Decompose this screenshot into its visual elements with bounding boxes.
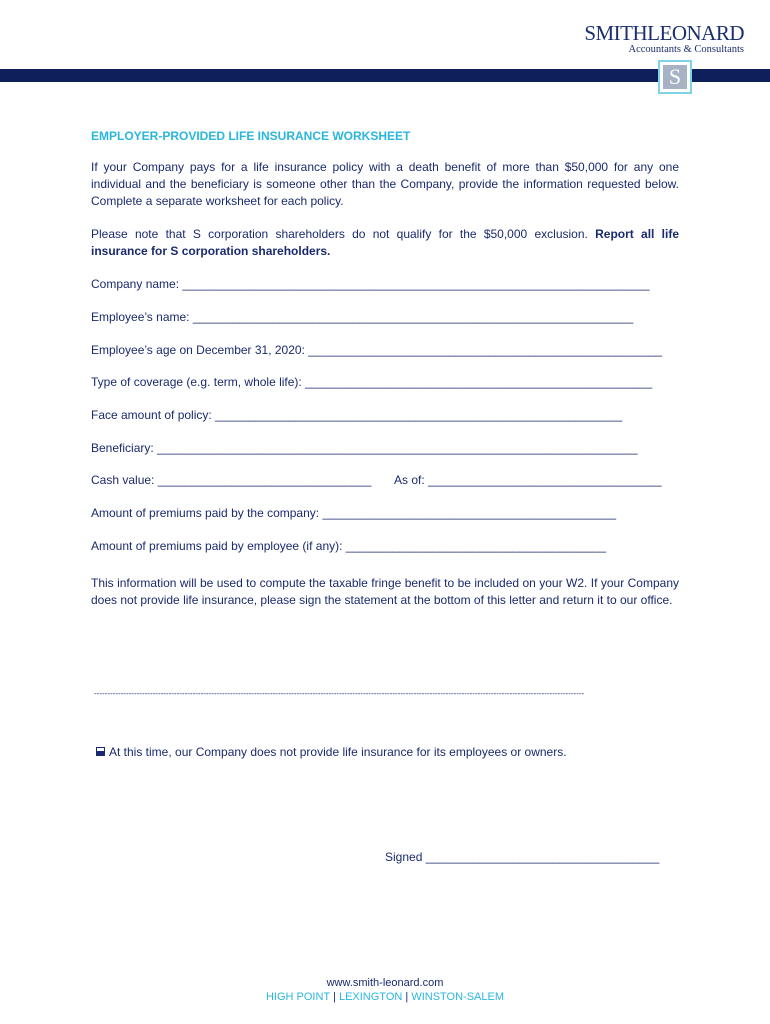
premiums-company-field[interactable]: Amount of premiums paid by the company: ____________________________________________ <box>91 506 617 520</box>
monogram-logo <box>658 60 692 94</box>
brand-name: SMITHLEONARD <box>584 21 744 45</box>
note-emphasis: Report all life insurance for S corporation shareholders. <box>91 227 679 258</box>
face-amount-field[interactable]: Face amount of policy: _____________________________________________________________ <box>91 408 623 422</box>
footer-city-winston-salem: WINSTON-SALEM <box>411 991 505 1003</box>
coverage-type-field[interactable]: Type of coverage (e.g. term, whole life): ____________________________________________________ <box>91 375 653 389</box>
employee-age-field[interactable]: Employee’s age on December 31, 2020: _____________________________________________________ <box>91 343 662 357</box>
monogram-letter: S <box>663 65 687 89</box>
as-of-field[interactable]: As of: ___________________________________ <box>394 473 662 487</box>
no-insurance-checkbox[interactable] <box>96 747 105 756</box>
employee-name-field[interactable]: Employee’s name: __________________________________________________________________ <box>91 310 634 324</box>
footer-separator: | <box>405 991 409 1003</box>
company-name-field[interactable]: Company name: ______________________________________________________________________ <box>91 277 650 291</box>
brand-tagline: Accountants & Consultants <box>628 44 744 55</box>
closing-paragraph: This information will be used to compute the taxable fringe benefit to be included on your W2. If your Company does not provide life insurance, please sign the statement at the bottom of this letter and return it to our office. <box>91 576 679 607</box>
cash-value-field[interactable]: Cash value: ________________________________ <box>91 473 372 487</box>
footer-separator: | <box>333 991 336 1003</box>
beneficiary-field[interactable]: Beneficiary: ________________________________________________________________________ <box>91 441 638 455</box>
header-bar <box>0 69 770 82</box>
company-logo <box>584 22 744 56</box>
intro-paragraph: If your Company pays for a life insurance policy with a death benefit of more than $50,000 for any one individual and the beneficiary is someone other than the Company, provide the information requested below. Complete a separate worksheet for each policy. <box>91 160 679 208</box>
no-insurance-text: At this time, our Company does not provide life insurance for its employees or owners. <box>109 745 567 759</box>
note-paragraph <box>91 226 679 260</box>
footer-locations <box>0 991 770 1003</box>
footer-city-high-point: HIGH POINT <box>265 991 330 1003</box>
no-insurance-statement <box>96 744 567 760</box>
footer-city-lexington: LEXINGTON <box>338 991 403 1003</box>
page-title: EMPLOYER-PROVIDED LIFE INSURANCE WORKSHEET <box>91 129 411 143</box>
cut-line-divider: ---------------------------------------------------------------------------------------------------------------------------------------------------------------------------------------- <box>94 689 585 698</box>
note-text: Please note that S corporation shareholders do not qualify for the $50,000 exclusion. <box>91 227 596 241</box>
signature-field[interactable]: Signed ___________________________________ <box>385 850 660 864</box>
footer-website: www.smith-leonard.com <box>326 977 444 989</box>
premiums-employee-field[interactable]: Amount of premiums paid by employee (if any): _______________________________________ <box>91 539 607 553</box>
